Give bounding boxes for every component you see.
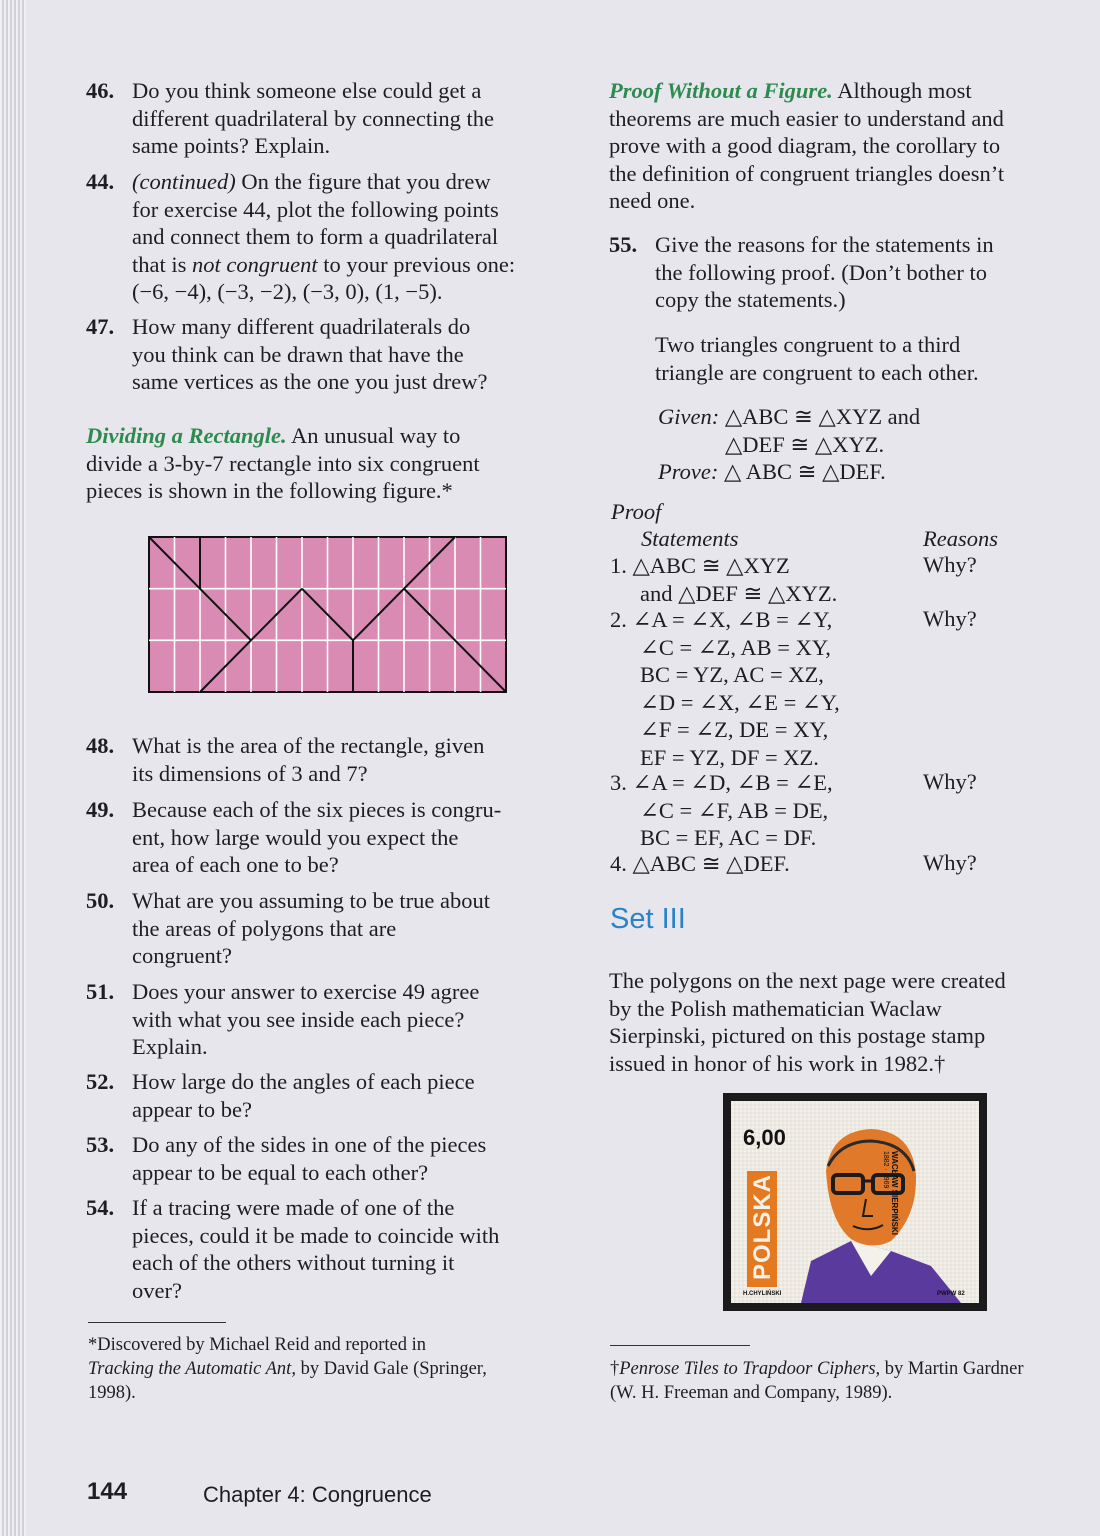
exercise-number: 44. [86,169,115,194]
footnote-line [610,1357,1080,1381]
reason-why-3: Why? [923,769,977,794]
page-number: 144 [87,1478,128,1505]
footnote-line: 1998). [88,1383,136,1403]
exercise-text-line: you think can be drawn that have the [132,341,464,367]
footnote-line: *Discovered by Michael Reid and reported in [88,1335,427,1355]
stamp-designer: H.CHYLIŃSKI [743,1291,782,1297]
exercise-number: 46. [86,78,115,103]
footnote-text: by Martin Gardner [880,1359,1024,1379]
intro-line: pieces is shown in the following figure.* [86,478,453,503]
exercise-text-line: pieces, could it be made to coincide with [132,1222,500,1248]
exercise-number: 54. [86,1195,115,1220]
page-binding-edge [0,0,26,1536]
statement-4 [610,850,790,878]
divided-rectangle-figure [148,536,508,694]
set-text-line: issued in honor of his work in 1982.† [609,1050,946,1076]
intro-line: prove with a good diagram, the corollary to [609,133,1001,158]
exercise-text-line: different quadrilateral by connecting the [132,105,494,131]
reason-why-1: Why? [923,552,977,577]
footnote-line [88,1357,568,1381]
exercise-text-line [132,251,562,279]
exercise-text-line: over? [132,1277,182,1303]
intro-line: need one. [609,188,696,213]
exercise-number: 52. [86,1069,115,1094]
footnote-rule [88,1322,226,1323]
intro-line [609,77,1079,105]
reason-why-2: Why? [923,606,977,631]
statement-3 [610,769,833,852]
statement-line: ∠D = ∠X, ∠E = ∠Y, [640,689,840,715]
exercise-text-line: the areas of polygons that are [132,915,397,941]
set-text-line: by the Polish mathematician Waclaw [609,995,942,1021]
exercise-text-line: appear to be? [132,1096,252,1122]
statement-line: EF = YZ, DF = XZ. [640,744,819,770]
prove-text: △ ABC ≅ △DEF. [724,459,886,484]
exercise-text-line: How many different quadrilaterals do [132,314,471,339]
chapter-title: Chapter 4: Congruence [203,1482,432,1507]
exercise-number: 50. [86,888,115,913]
exercise-text-line: each of the others without turning it [132,1250,455,1275]
statement-line: ∠C = ∠F, AB = DE, [640,797,829,823]
statement-line: and △DEF ≅ △XYZ. [640,580,838,606]
theorem-line: Two triangles congruent to a third [655,332,961,357]
stamp-value: 6,00 [743,1125,786,1150]
footnote-rule [610,1345,750,1346]
given-text: △DEF ≅ △XYZ. [725,431,885,457]
stamp-printer: PWPW 82 [937,1291,965,1297]
exercise-number: 53. [86,1132,115,1157]
theorem-statement [655,331,1075,386]
exercise-text: On the figure that you drew [235,169,491,194]
exercise-text-line: Do you think someone else could get a [132,78,482,103]
exercise-text-line: ent, how large would you expect the [132,824,459,850]
dividing-rectangle-intro [86,422,566,505]
statement-line: 3. ∠A = ∠D, ∠B = ∠E, [610,770,833,795]
exercise-text-line: same vertices as the one you just drew? [132,369,488,394]
exercise-text-line: Does your answer to exercise 49 agree [132,979,480,1004]
set-iii-heading: Set III [610,903,686,935]
exercise-text-line: congruent? [132,943,232,968]
proof-without-figure-intro [609,77,1079,215]
exercise-text-line: Do any of the sides in one of the pieces [132,1132,487,1157]
section-lead: Dividing a Rectangle. [86,423,287,448]
emphasis-text: not congruent [192,251,318,277]
exercise-text-line: area of each one to be? [132,852,339,877]
stamp-country: POLSKA [749,1174,776,1281]
exercise-number: 48. [86,733,115,758]
footnote-text: by David Gale (Springer, [295,1359,487,1379]
postage-stamp [723,1093,987,1311]
statement-line: 1. △ABC ≅ △XYZ [610,553,790,578]
exercise-text-line: its dimensions of 3 and 7? [132,760,368,786]
footnote-left [88,1333,568,1405]
exercise-number: 47. [86,314,115,339]
exercise-text: that is [132,251,192,277]
footnote-right [610,1357,1080,1405]
exercise-number: 51. [86,979,115,1004]
coordinate-list: (−6, −4), (−3, −2), (−3, 0), (1, −5). [132,279,443,304]
statement-line: 2. ∠A = ∠X, ∠B = ∠Y, [610,607,833,632]
statement-line: ∠F = ∠Z, DE = XY, [640,717,829,742]
exercise-text-line: Because each of the six pieces is congru- [132,797,502,822]
stamp-years: 1882 · 1969 [882,1151,889,1189]
set-iii-text [609,967,1079,1077]
intro-text: An unusual way to [286,423,461,448]
exercise-text-line: same points? Explain. [132,133,331,158]
given-text: △ABC ≅ △XYZ and [724,404,921,429]
intro-line: theorems are much easier to understand and [609,105,1004,131]
reasons-header: Reasons [923,526,998,551]
section-lead: Proof Without a Figure. [609,78,833,103]
statement-line: 4. △ABC ≅ △DEF. [610,851,790,876]
statements-header: Statements [641,526,739,551]
exercise-text-line: for exercise 44, plot the following points [132,196,499,222]
dagger-mark: † [610,1359,620,1379]
exercise-text-line: Explain. [132,1034,208,1059]
theorem-line: triangle are congruent to each other. [655,359,979,385]
exercise-text: to your previous one: [317,251,516,277]
stamp-name: WACŁAW SIERPIŃSKI [890,1151,899,1236]
exercise-number: 49. [86,797,115,822]
book-title: Tracking the Automatic Ant, [88,1359,296,1379]
set-text-line: Sierpinski, pictured on this postage stamp [609,1023,986,1048]
given-block [658,403,1078,486]
exercise-text-line: What are you assuming to be true about [132,888,491,913]
exercise-text-line: Give the reasons for the statements in [655,232,994,257]
exercise-text-line: and connect them to form a quadrilateral [132,224,499,249]
given-label: Given: [658,404,720,429]
exercise-text-line [132,168,562,196]
exercise-text-line: copy the statements.) [655,287,846,312]
prove-line [658,458,1078,486]
intro-line: divide a 3-by-7 rectangle into six congruent [86,450,480,476]
intro-text: Although most [832,78,972,103]
exercise-number: 55. [609,232,638,257]
book-title: Penrose Tiles to Trapdoor Ciphers, [619,1359,881,1379]
statement-line: BC = YZ, AC = XZ, [640,662,824,687]
intro-line [86,422,566,450]
exercise-text-line: the following proof. (Don’t bother to [655,259,988,285]
set-text-line: The polygons on the next page were created [609,968,1006,993]
stamp-face [731,1101,979,1303]
statement-line: ∠C = ∠Z, AB = XY, [640,634,831,660]
intro-line: the definition of congruent triangles doesn’t [609,160,1005,186]
prove-label: Prove: [658,459,719,484]
given-line [658,403,1078,431]
statement-line: BC = EF, AC = DF. [640,825,817,850]
statement-1 [610,552,837,607]
exercise-text-line: If a tracing were made of one of the [132,1195,455,1220]
exercise-text-line: What is the area of the rectangle, given [132,733,485,758]
footnote-line: (W. H. Freeman and Company, 1989). [610,1383,893,1403]
reason-why-4: Why? [923,850,977,875]
proof-label: Proof [611,499,662,524]
continued-label: (continued) [132,169,236,194]
exercise-text-line: How large do the angles of each piece [132,1069,475,1094]
exercise-text-line: appear to be equal to each other? [132,1159,429,1185]
statement-2 [610,606,840,771]
exercise-text-line: with what you see inside each piece? [132,1006,465,1032]
